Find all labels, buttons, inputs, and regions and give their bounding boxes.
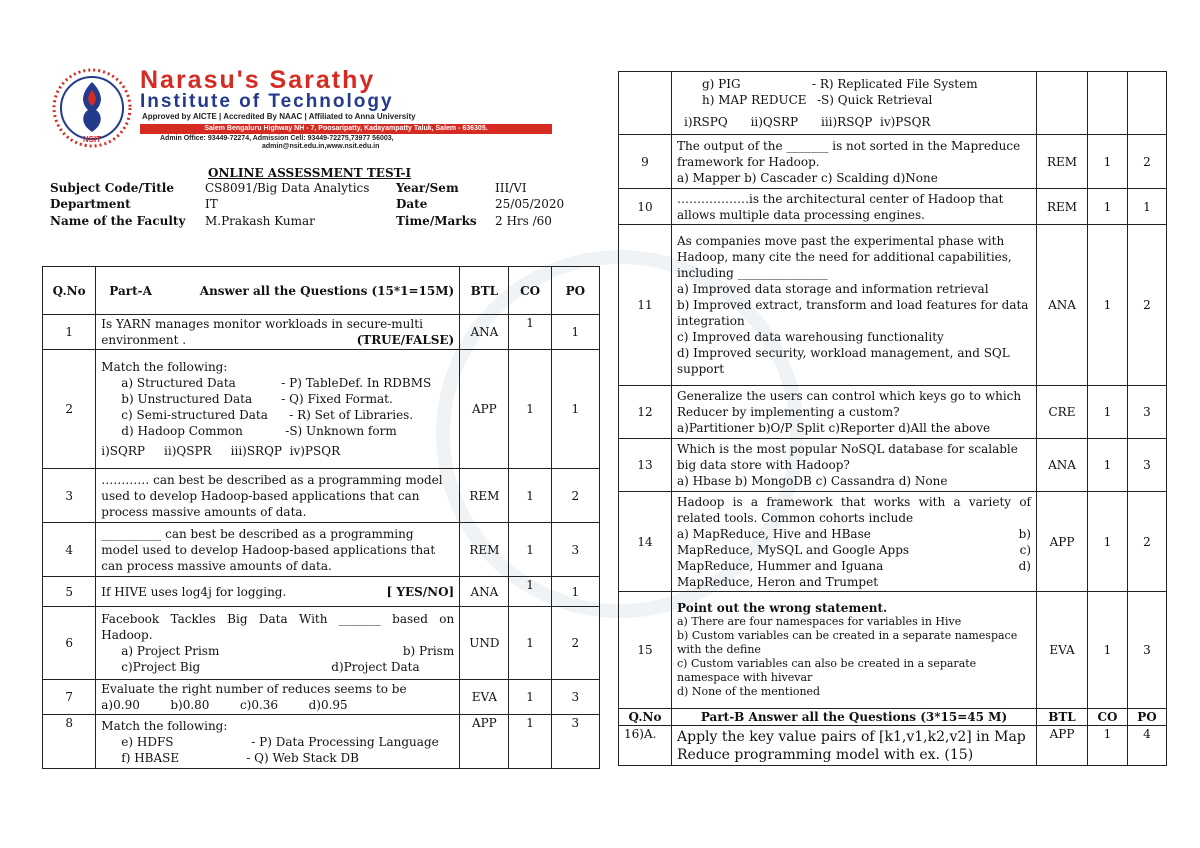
option-row	[101, 659, 454, 675]
question-text: ………… can best be described as a programming model used to develop Hadoop-based applications that can process massive amounts of data.	[96, 469, 460, 523]
question-text: Apply the key value pairs of [k1,v1,k2,v2] in Map Reduce programming model with ex. (15)	[672, 726, 1037, 766]
po-cell: 3	[551, 715, 599, 769]
subject-value: CS8091/Big Data Analytics	[205, 181, 370, 195]
question-body: Match the following:	[101, 718, 228, 733]
po-cell: 3	[551, 523, 599, 577]
question-number: 16)A.	[619, 726, 672, 766]
co-cell: 1	[509, 680, 551, 715]
qno-header: Q.No	[619, 709, 672, 726]
co-cell: 1	[509, 577, 551, 607]
dept-label: Department	[50, 197, 131, 211]
question-body: Facebook Tackles Big Data With _______ based on Hadoop.	[101, 612, 455, 642]
btl-cell: APP	[1037, 492, 1088, 592]
question-body: If HIVE uses log4j for logging.	[101, 584, 287, 599]
table-row	[619, 189, 1167, 225]
institute-name: Narasu's Sarathy	[140, 66, 376, 94]
question-text: ………………is the architectural center of Hadoop that allows multiple data processing engines.	[672, 189, 1037, 225]
question-text	[672, 592, 1037, 709]
question-number: 15	[619, 592, 672, 709]
co-cell: 1	[1088, 592, 1128, 709]
btl-cell: REM	[460, 469, 509, 523]
po-cell: 1	[551, 315, 599, 350]
part-a-header	[96, 267, 460, 315]
question-text	[96, 680, 460, 715]
co-cell: 1	[1088, 189, 1128, 225]
option-a: a) Project Prism	[121, 644, 220, 658]
table-row	[619, 492, 1167, 592]
question-number: 14	[619, 492, 672, 592]
po-header: PO	[1128, 709, 1167, 726]
answer-options: a)Partitioner b)O/P Split c)Reporter d)All the above	[677, 421, 991, 435]
question-body: Generalize the users can control which keys go to which Reducer by implementing a custom?	[677, 389, 1022, 419]
question-text	[672, 386, 1037, 439]
option-row	[677, 542, 1031, 558]
table-row	[43, 469, 600, 523]
faculty-value: M.Prakash Kumar	[205, 214, 315, 228]
answer-options: i)SQRP ii)QSPR iii)SRQP iv)PSQR	[101, 444, 341, 458]
table-row	[43, 523, 600, 577]
option-b: b) Improved extract, transform and load features for data integration	[677, 298, 1029, 328]
btl-cell: UND	[460, 607, 509, 680]
answer-type-tag: (TRUE/FALSE)	[356, 333, 455, 347]
empty-cell	[619, 72, 672, 135]
co-cell: 1	[509, 315, 551, 350]
answer-options: a) Hbase b) MongoDB c) Cassandra d) None	[677, 474, 948, 488]
option-b-label: b)	[1018, 526, 1031, 541]
match-left: e) HDFS	[121, 734, 174, 749]
subject-label: Subject Code/Title	[50, 181, 174, 195]
btl-cell: EVA	[1037, 592, 1088, 709]
co-cell: 1	[1088, 439, 1128, 492]
match-right: -S) Unknown form	[285, 424, 397, 438]
institute-logo-icon	[52, 68, 132, 148]
match-row	[101, 734, 454, 750]
question-text: __________ can best be described as a programming model used to develop Hadoop-based applications that can process massive amounts of data.	[96, 523, 460, 577]
po-cell: 3	[551, 680, 599, 715]
po-cell: 1	[1128, 189, 1167, 225]
match-row	[101, 407, 454, 423]
btl-cell: ANA	[1037, 225, 1088, 386]
option-row	[677, 558, 1031, 574]
match-left: g) PIG	[702, 77, 741, 91]
btl-header: BTL	[460, 267, 509, 315]
question-number: 2	[43, 350, 96, 469]
question-text	[96, 715, 460, 769]
option-c-label: c)	[1019, 542, 1031, 557]
co-cell: 1	[509, 523, 551, 577]
match-right: - Q) Fixed Format.	[281, 392, 393, 406]
btl-cell: EVA	[460, 680, 509, 715]
option-c: c) Custom variables can also be created in a separate namespace with hivevar	[677, 657, 977, 684]
co-cell: 1	[1088, 492, 1128, 592]
option-a: a) MapReduce, Hive and HBase	[677, 526, 871, 541]
date-label: Date	[396, 197, 428, 211]
svg-text:NSIT: NSIT	[82, 135, 102, 144]
option-a: a) There are four namespaces for variables in Hive	[677, 615, 962, 628]
table-row	[43, 680, 600, 715]
table-row	[619, 386, 1167, 439]
question-text	[96, 315, 460, 350]
co-header: CO	[1088, 709, 1128, 726]
question-number: 12	[619, 386, 672, 439]
question-text	[96, 350, 460, 469]
table-row	[43, 577, 600, 607]
po-cell: 1	[551, 577, 599, 607]
part-a-continued-table	[618, 71, 1167, 766]
table-row	[619, 726, 1167, 766]
btl-cell: ANA	[460, 315, 509, 350]
option-b: MapReduce, MySQL and Google Apps	[677, 542, 910, 557]
table-row	[619, 135, 1167, 189]
po-cell: 3	[1128, 592, 1167, 709]
po-cell: 1	[551, 350, 599, 469]
question-text	[672, 439, 1037, 492]
question-body: Point out the wrong statement.	[677, 601, 888, 615]
answer-options: a) Mapper b) Cascader c) Scalding d)None	[677, 170, 938, 185]
qno-header: Q.No	[43, 267, 96, 315]
question-number: 1	[43, 315, 96, 350]
part-a-label: Part-A	[109, 283, 152, 298]
btl-cell: ANA	[460, 577, 509, 607]
part-b-header: Part-B Answer all the Questions (3*15=45 M)	[672, 709, 1037, 726]
match-row	[101, 750, 454, 766]
option-d: d) Improved security, workload management, and SQL support	[677, 346, 1010, 376]
question-body: As companies move past the experimental phase with Hadoop, many cite the need for additional capabilities, including _______________	[677, 234, 1012, 280]
match-left: f) HBASE	[121, 750, 180, 765]
part-b-header-row	[619, 709, 1167, 726]
date-value: 25/05/2020	[495, 197, 565, 211]
option-d: MapReduce, Heron and Trumpet	[677, 574, 879, 589]
match-right: - P) TableDef. In RDBMS	[281, 376, 432, 390]
option-row	[677, 526, 1031, 542]
match-row	[101, 391, 454, 407]
question-body: Is YARN manages monitor workloads in secure-multi environment .	[101, 317, 423, 347]
empty-cell	[1037, 72, 1088, 135]
answer-options: a)0.90 b)0.80 c)0.36 d)0.95	[101, 698, 348, 712]
po-cell: 2	[1128, 225, 1167, 386]
question-number: 6	[43, 607, 96, 680]
table-row	[43, 350, 600, 469]
question-number: 11	[619, 225, 672, 386]
question-text	[672, 72, 1037, 135]
question-number: 3	[43, 469, 96, 523]
co-cell: 1	[1088, 726, 1128, 766]
table-row	[619, 72, 1167, 135]
institute-subname: Institute of Technology	[140, 91, 394, 112]
question-text	[96, 607, 460, 680]
match-right: - R) Replicated File System	[812, 77, 978, 91]
table-row	[619, 592, 1167, 709]
po-cell: 2	[1128, 135, 1167, 189]
option-d: d)Project Data	[331, 660, 420, 674]
co-cell: 1	[509, 607, 551, 680]
match-right: - R) Set of Libraries.	[289, 408, 414, 422]
match-row	[702, 92, 1031, 108]
option-row	[101, 643, 454, 659]
option-c: MapReduce, Hummer and Iguana	[677, 558, 884, 573]
po-cell: 2	[1128, 492, 1167, 592]
year-value: III/VI	[495, 181, 527, 195]
question-number: 7	[43, 680, 96, 715]
test-title: ONLINE ASSESSMENT TEST-I	[208, 166, 412, 180]
co-cell: 1	[1088, 386, 1128, 439]
co-cell: 1	[1088, 225, 1128, 386]
option-d: d) None of the mentioned	[677, 685, 821, 698]
po-cell: 3	[1128, 386, 1167, 439]
question-number: 5	[43, 577, 96, 607]
question-number: 13	[619, 439, 672, 492]
option-c: c)Project Big	[121, 660, 201, 674]
btl-cell: REM	[1037, 189, 1088, 225]
po-header: PO	[551, 267, 599, 315]
co-cell: 1	[509, 350, 551, 469]
empty-cell	[1088, 72, 1128, 135]
time-label: Time/Marks	[396, 214, 477, 228]
btl-cell: APP	[460, 715, 509, 769]
question-body: Match the following:	[101, 360, 228, 374]
answer-options: i)RSPQ ii)QSRP iii)RSQP iv)PSQR	[684, 115, 931, 129]
part-a-instructions: Answer all the Questions (15*1=15M)	[199, 283, 455, 298]
question-number: 10	[619, 189, 672, 225]
question-body: Evaluate the right number of reduces seems to be	[101, 682, 407, 696]
question-number: 4	[43, 523, 96, 577]
option-b: b) Custom variables can be created in a separate namespace with the define	[677, 629, 1018, 656]
table-row	[43, 315, 600, 350]
option-b: b) Prism	[402, 644, 455, 658]
btl-cell: APP	[1037, 726, 1088, 766]
faculty-label: Name of the Faculty	[50, 214, 186, 228]
po-cell: 3	[1128, 439, 1167, 492]
btl-cell: CRE	[1037, 386, 1088, 439]
option-c: c) Improved data warehousing functionality	[677, 330, 944, 344]
co-header: CO	[509, 267, 551, 315]
question-body: Which is the most popular NoSQL database for scalable big data store with Hadoop?	[677, 442, 1018, 472]
match-row	[101, 423, 454, 439]
institute-approval: Approved by AICTE | Accredited By NAAC | Affiliated to Anna University	[142, 112, 416, 121]
co-cell: 1	[1088, 135, 1128, 189]
match-left: b) Unstructured Data	[121, 392, 253, 406]
answer-type-tag: [ YES/NO]	[386, 584, 455, 599]
po-cell: 4	[1128, 726, 1167, 766]
co-cell: 1	[509, 715, 551, 769]
match-left: d) Hadoop Common	[121, 424, 243, 438]
question-text	[672, 225, 1037, 386]
match-left: c) Semi-structured Data	[121, 408, 268, 422]
question-text	[672, 492, 1037, 592]
question-text	[96, 577, 460, 607]
table-row	[43, 607, 600, 680]
question-number: 8	[43, 715, 96, 769]
question-text	[672, 135, 1037, 189]
co-cell: 1	[509, 469, 551, 523]
match-right: - P) Data Processing Language	[251, 734, 439, 749]
po-cell: 2	[551, 607, 599, 680]
dept-value: IT	[205, 197, 218, 211]
table-row	[619, 225, 1167, 386]
table-header-row	[43, 267, 600, 315]
btl-cell: REM	[1037, 135, 1088, 189]
part-a-table	[42, 266, 600, 769]
option-d-label: d)	[1018, 558, 1031, 573]
btl-cell: REM	[460, 523, 509, 577]
match-right: - Q) Web Stack DB	[246, 750, 359, 765]
year-label: Year/Sem	[396, 181, 459, 195]
question-body: Hadoop is a framework that works with a variety of related tools. Common cohorts include	[677, 494, 1031, 525]
table-row	[43, 715, 600, 769]
btl-header: BTL	[1037, 709, 1088, 726]
empty-cell	[1128, 72, 1167, 135]
btl-cell: APP	[460, 350, 509, 469]
option-a: a) Improved data storage and information retrieval	[677, 282, 989, 296]
match-row	[702, 76, 1031, 92]
question-body: The output of the _______ is not sorted in the Mapreduce framework for Hadoop.	[677, 138, 1021, 169]
institute-phones: Admin Office: 93449-72274, Admission Cell: 93449-72275,73977 56003,	[160, 135, 394, 142]
btl-cell: ANA	[1037, 439, 1088, 492]
match-row	[101, 375, 454, 391]
po-cell: 2	[551, 469, 599, 523]
institute-web: admin@nsit.edu.in,www.nsit.edu.in	[262, 143, 380, 150]
table-row	[619, 439, 1167, 492]
question-number: 9	[619, 135, 672, 189]
match-left: h) MAP REDUCE	[702, 93, 807, 107]
match-right: -S) Quick Retrieval	[817, 93, 933, 107]
time-value: 2 Hrs /60	[495, 214, 552, 228]
match-left: a) Structured Data	[121, 376, 236, 390]
institute-address: Salem Bengaluru Highway NH - 7, Poosaripatty, Kadayampatty Taluk, Salem - 636305.	[140, 124, 552, 134]
